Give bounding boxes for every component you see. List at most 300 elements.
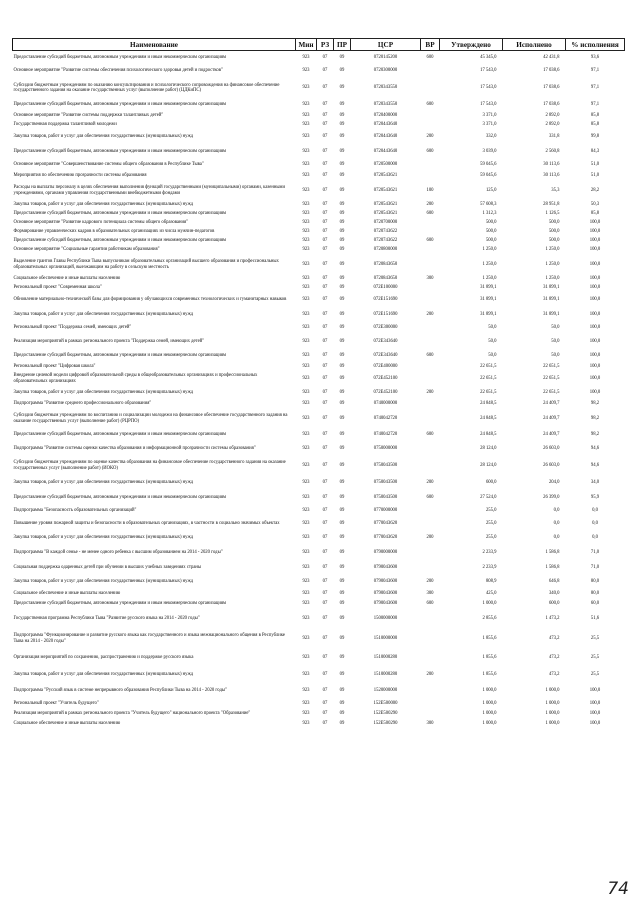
cell-percent: 94,6 <box>590 445 600 451</box>
cell-vr <box>421 255 440 275</box>
cell-executed: 473,2 <box>548 635 560 641</box>
cell-percent: 100,0 <box>589 720 601 726</box>
cell-executed: 24 409,7 <box>543 432 560 438</box>
cell-percent: 97,1 <box>590 68 600 74</box>
cell-vr: 600 <box>426 494 434 500</box>
table-row <box>13 246 625 255</box>
table-row <box>13 491 625 505</box>
cell-vr <box>421 650 440 667</box>
table-row <box>13 159 625 172</box>
cell-min: 923 <box>302 202 310 208</box>
cell-min: 923 <box>302 565 310 571</box>
cell-vr <box>421 159 440 172</box>
cell-pr: 09 <box>339 615 345 621</box>
cell-rz: 07 <box>322 173 328 179</box>
cell-csr: 0750000000 <box>373 445 398 451</box>
cell-vr <box>421 561 440 576</box>
cell-pr: 09 <box>339 375 345 381</box>
cell-approved: 59 045,6 <box>480 162 497 168</box>
cell-approved: 1 855,6 <box>482 672 497 678</box>
cell-csr: 0720543621 <box>373 202 398 208</box>
cell-name: Подпрограмма "В каждой семье - не менее одного ребенка с высшим образованием на 2014 - 2020 годы" <box>13 550 223 556</box>
cell-percent: 100,0 <box>589 311 601 317</box>
cell-csr: 0720300000 <box>373 68 398 74</box>
table-row <box>13 442 625 456</box>
cell-min: 923 <box>302 276 310 282</box>
cell-percent: 25,5 <box>590 672 600 678</box>
header-pr: ПР <box>334 39 351 51</box>
cell-pr: 09 <box>339 565 345 571</box>
cell-executed: 500,0 <box>548 238 560 244</box>
table-row <box>13 237 625 246</box>
cell-name: Региональный проект "Поддержка семей, имеющих детей" <box>13 325 132 331</box>
cell-percent: 85,8 <box>590 211 600 217</box>
cell-percent: 25,5 <box>590 635 600 641</box>
cell-approved: 1 000,0 <box>482 720 497 726</box>
table-row <box>13 51 625 65</box>
cell-rz: 07 <box>322 297 328 303</box>
cell-executed: 2 892,0 <box>545 122 560 128</box>
cell-percent: 100,0 <box>589 389 601 395</box>
cell-percent: 34,0 <box>590 480 600 486</box>
cell-min: 923 <box>302 338 310 344</box>
cell-rz: 07 <box>322 601 328 607</box>
cell-percent: 100,0 <box>589 700 601 706</box>
cell-approved: 59 045,6 <box>480 173 497 179</box>
cell-rz: 07 <box>322 338 328 344</box>
cell-executed: 500,0 <box>548 220 560 226</box>
budget-table-sheet <box>12 38 624 729</box>
table-row <box>13 284 625 293</box>
cell-percent: 100,0 <box>589 352 601 358</box>
table-row <box>13 172 625 181</box>
cell-csr: 0720443640 <box>373 122 398 128</box>
table-row <box>13 308 625 322</box>
cell-executed: 17 038,6 <box>543 68 560 74</box>
table-row <box>13 684 625 699</box>
cell-rz: 07 <box>322 55 328 61</box>
cell-pr: 09 <box>339 261 345 267</box>
cell-vr: 300 <box>426 720 434 726</box>
cell-rz: 07 <box>322 325 328 331</box>
cell-pr: 09 <box>339 389 345 395</box>
cell-name: Предоставление субсидий бюджетным, автономным учреждениям и иным некоммерческим организациям <box>13 352 226 358</box>
table-row <box>13 628 625 650</box>
table-row <box>13 228 625 237</box>
header-min: Мин <box>296 39 317 51</box>
cell-name: Повышение уровня пожарной защиты и безопасности в образовательных организациях, в частности в социально значимых объектах <box>13 521 280 527</box>
cell-min: 923 <box>302 655 310 661</box>
cell-percent: 98,2 <box>590 415 600 421</box>
cell-executed: 35,3 <box>551 187 560 193</box>
cell-pr: 09 <box>339 535 345 541</box>
cell-executed: 1 000,0 <box>545 710 560 716</box>
cell-rz: 07 <box>322 187 328 193</box>
cell-csr: 0740042720 <box>373 432 398 438</box>
cell-pr: 09 <box>339 700 345 706</box>
cell-approved: 24 848,5 <box>480 415 497 421</box>
table-row <box>13 255 625 275</box>
cell-percent: 28,2 <box>590 187 600 193</box>
cell-min: 923 <box>302 173 310 179</box>
cell-approved: 255,0 <box>485 508 497 514</box>
cell-min: 923 <box>302 601 310 607</box>
table-row <box>13 476 625 491</box>
cell-approved: 22 651,5 <box>480 389 497 395</box>
table-row <box>13 589 625 599</box>
cell-min: 923 <box>302 68 310 74</box>
cell-percent: 93,6 <box>590 55 600 61</box>
cell-rz: 07 <box>322 202 328 208</box>
cell-pr: 09 <box>339 480 345 486</box>
cell-rz: 07 <box>322 688 328 694</box>
cell-executed: 1 250,0 <box>545 261 560 267</box>
cell-csr: 0720743622 <box>373 238 398 244</box>
cell-pr: 09 <box>339 202 345 208</box>
cell-csr: 1510000280 <box>373 672 398 678</box>
cell-executed: 17 038,6 <box>543 85 560 91</box>
cell-percent: 100,0 <box>589 238 601 244</box>
table-row <box>13 145 625 159</box>
cell-vr: 600 <box>426 601 434 607</box>
cell-csr: 0750043500 <box>373 462 398 468</box>
cell-approved: 50,0 <box>488 325 497 331</box>
table-row <box>13 181 625 201</box>
table-row <box>13 349 625 363</box>
cell-executed: 500,0 <box>548 229 560 235</box>
table-row <box>13 372 625 386</box>
table-row <box>13 667 625 684</box>
cell-approved: 255,0 <box>485 535 497 541</box>
cell-approved: 600,0 <box>485 480 497 486</box>
cell-vr: 200 <box>426 389 434 395</box>
table-row <box>13 99 625 112</box>
cell-vr: 200 <box>426 311 434 317</box>
cell-rz: 07 <box>322 710 328 716</box>
page-number: 74 <box>607 879 629 899</box>
cell-vr <box>421 546 440 561</box>
cell-name: Закупка товаров, работ и услуг для обеспечения государственных (муниципальных) нужд <box>13 134 194 140</box>
cell-vr <box>421 409 440 429</box>
cell-vr <box>421 112 440 121</box>
cell-percent: 97,1 <box>590 102 600 108</box>
cell-min: 923 <box>302 122 310 128</box>
cell-executed: 50,0 <box>551 325 560 331</box>
table-row <box>13 699 625 709</box>
cell-name: Социальное обеспечение и иные выплаты населению <box>13 590 121 596</box>
cell-vr: 600 <box>426 211 434 217</box>
cell-approved: 500,0 <box>485 229 497 235</box>
table-row <box>13 112 625 121</box>
cell-executed: 340,0 <box>548 590 560 596</box>
table-row <box>13 78 625 99</box>
cell-rz: 07 <box>322 445 328 451</box>
table-row <box>13 576 625 589</box>
cell-approved: 332,0 <box>485 134 497 140</box>
cell-csr: 0720400000 <box>373 113 398 119</box>
cell-pr: 09 <box>339 238 345 244</box>
header-rz: РЗ <box>317 39 334 51</box>
cell-pr: 09 <box>339 415 345 421</box>
cell-csr: 0720145200 <box>373 55 398 61</box>
cell-percent: 0,0 <box>592 508 598 514</box>
cell-rz: 07 <box>322 432 328 438</box>
cell-executed: 22 651,5 <box>543 364 560 370</box>
cell-rz: 07 <box>322 521 328 527</box>
cell-csr: 0720700000 <box>373 220 398 226</box>
cell-approved: 57 608,3 <box>480 202 497 208</box>
table-row <box>13 719 625 729</box>
cell-vr <box>421 246 440 255</box>
cell-vr: 600 <box>426 238 434 244</box>
cell-rz: 07 <box>322 590 328 596</box>
cell-pr: 09 <box>339 672 345 678</box>
cell-approved: 500,0 <box>485 220 497 226</box>
cell-approved: 3 039,0 <box>482 148 497 154</box>
cell-vr: 300 <box>426 276 434 282</box>
cell-vr <box>421 78 440 99</box>
cell-rz: 07 <box>322 261 328 267</box>
cell-min: 923 <box>302 148 310 154</box>
cell-rz: 07 <box>322 122 328 128</box>
cell-percent: 0,0 <box>592 521 598 527</box>
cell-pr: 09 <box>339 102 345 108</box>
cell-pr: 09 <box>339 311 345 317</box>
table-row <box>13 275 625 284</box>
cell-csr: 0720543621 <box>373 173 398 179</box>
cell-percent: 0,0 <box>592 535 598 541</box>
cell-executed: 31 899,1 <box>543 311 560 317</box>
cell-rz: 07 <box>322 480 328 486</box>
cell-percent: 98,2 <box>590 401 600 407</box>
cell-csr: 0720743622 <box>373 229 398 235</box>
cell-executed: 22 651,5 <box>543 389 560 395</box>
cell-percent: 100,0 <box>589 710 601 716</box>
cell-pr: 09 <box>339 432 345 438</box>
cell-rz: 07 <box>322 311 328 317</box>
cell-executed: 1 000,0 <box>545 688 560 694</box>
cell-pr: 09 <box>339 710 345 716</box>
cell-executed: 24 409,7 <box>543 401 560 407</box>
cell-approved: 28 124,0 <box>480 462 497 468</box>
cell-pr: 09 <box>339 297 345 303</box>
cell-csr: 1510000280 <box>373 655 398 661</box>
cell-name: Предоставление субсидий бюджетным, автономным учреждениям и иным некоммерческим организациям <box>13 211 226 217</box>
cell-name: Подпрограмма "Русский язык в системе непрерывного образования Республики Тыва на 2014 - 2020 годы" <box>13 688 227 694</box>
cell-name: Основное мероприятие "Развитие системы обеспечения психологического здоровья детей и подростков" <box>13 68 223 74</box>
cell-rz: 07 <box>322 672 328 678</box>
cell-executed: 22 651,5 <box>543 375 560 381</box>
cell-pr: 09 <box>339 229 345 235</box>
cell-min: 923 <box>302 162 310 168</box>
cell-pr: 09 <box>339 148 345 154</box>
cell-approved: 808,9 <box>485 579 497 585</box>
cell-csr: 072Е343640 <box>373 352 398 358</box>
cell-approved: 31 899,1 <box>480 285 497 291</box>
cell-vr: 200 <box>426 134 434 140</box>
cell-vr <box>421 65 440 78</box>
cell-rz: 07 <box>322 635 328 641</box>
cell-approved: 3 371,0 <box>482 113 497 119</box>
cell-vr <box>421 228 440 237</box>
table-row <box>13 456 625 476</box>
cell-rz: 07 <box>322 148 328 154</box>
cell-rz: 07 <box>322 102 328 108</box>
cell-executed: 30 113,6 <box>543 162 560 168</box>
cell-percent: 85,8 <box>590 113 600 119</box>
cell-name: Мероприятия по обеспечению прозрачности системы образования <box>13 173 147 179</box>
cell-csr: 152Е500290 <box>373 720 398 726</box>
cell-csr: 0720343550 <box>373 85 398 91</box>
cell-vr: 100 <box>426 187 434 193</box>
cell-percent: 51,6 <box>590 615 600 621</box>
cell-name: Подпрограмма "Развитие среднего профессионального образования" <box>13 401 152 407</box>
cell-pr: 09 <box>339 550 345 556</box>
cell-csr: 0740042720 <box>373 415 398 421</box>
cell-rz: 07 <box>322 579 328 585</box>
cell-min: 923 <box>302 325 310 331</box>
cell-rz: 07 <box>322 220 328 226</box>
table-row <box>13 400 625 409</box>
cell-rz: 07 <box>322 550 328 556</box>
cell-name: Предоставление субсидий бюджетным, автономным учреждениям и иным некоммерческим организациям <box>13 102 226 108</box>
cell-vr <box>421 699 440 709</box>
cell-approved: 500,0 <box>485 238 497 244</box>
cell-approved: 125,0 <box>485 187 497 193</box>
cell-executed: 1 000,0 <box>545 720 560 726</box>
cell-executed: 50,0 <box>551 352 560 358</box>
cell-rz: 07 <box>322 700 328 706</box>
cell-min: 923 <box>302 635 310 641</box>
cell-pr: 09 <box>339 601 345 607</box>
cell-csr: 072Е452100 <box>373 375 398 381</box>
cell-executed: 0,0 <box>553 521 560 527</box>
cell-percent: 100,0 <box>589 688 601 694</box>
cell-name: Предоставление субсидий бюджетным, автономным учреждениям и иным некоммерческим организациям <box>13 601 226 607</box>
cell-min: 923 <box>302 297 310 303</box>
cell-approved: 2 233,9 <box>482 565 497 571</box>
cell-approved: 1 000,0 <box>482 700 497 706</box>
cell-csr: 072Е151690 <box>373 311 398 317</box>
cell-approved: 17 543,0 <box>480 102 497 108</box>
cell-name: Основное мероприятие "Развитие системы поддержки талантливых детей" <box>13 113 164 119</box>
cell-vr: 200 <box>426 535 434 541</box>
cell-vr: 600 <box>426 55 434 61</box>
cell-csr: 0790043600 <box>373 579 398 585</box>
cell-name: Расходы на выплаты персоналу в целях обеспечения выполнения функций государственными (муниципальными) органами, казенными учреждениями, органами управления государственными внебюджетными фондами <box>13 185 285 196</box>
cell-pr: 09 <box>339 364 345 370</box>
cell-name: Региональный проект "Учитель будущего" <box>13 700 99 706</box>
table-row <box>13 599 625 610</box>
cell-csr: 072Е300000 <box>373 325 398 331</box>
cell-approved: 17 543,0 <box>480 68 497 74</box>
cell-executed: 1 126,5 <box>545 211 560 217</box>
cell-vr <box>421 172 440 181</box>
cell-percent: 100,0 <box>589 325 601 331</box>
header-approved: Утверждено <box>440 39 503 51</box>
cell-pr: 09 <box>339 85 345 91</box>
cell-min: 923 <box>302 134 310 140</box>
cell-name: Организация мероприятий по сохранению, распространению и поддержке русского языка <box>13 655 194 661</box>
cell-csr: 152Е500000 <box>373 700 398 706</box>
cell-rz: 07 <box>322 615 328 621</box>
cell-name: Региональный проект "Современная школа" <box>13 285 102 291</box>
cell-approved: 2 233,9 <box>482 550 497 556</box>
cell-executed: 42 431,8 <box>543 55 560 61</box>
table-row <box>13 322 625 335</box>
cell-approved: 1 250,0 <box>482 261 497 267</box>
cell-csr: 0770043620 <box>373 535 398 541</box>
cell-min: 923 <box>302 688 310 694</box>
cell-min: 923 <box>302 494 310 500</box>
cell-name: Закупка товаров, работ и услуг для обеспечения государственных (муниципальных) нужд <box>13 480 194 486</box>
cell-approved: 1 000,0 <box>482 601 497 607</box>
cell-vr: 600 <box>426 352 434 358</box>
table-row <box>13 210 625 219</box>
cell-min: 923 <box>302 615 310 621</box>
cell-vr <box>421 363 440 372</box>
cell-vr: 200 <box>426 202 434 208</box>
cell-percent: 85,8 <box>590 122 600 128</box>
cell-csr: 1510000000 <box>373 635 398 641</box>
cell-vr: 200 <box>426 480 434 486</box>
cell-executed: 1 473,2 <box>545 615 560 621</box>
cell-percent: 100,0 <box>589 247 601 253</box>
cell-rz: 07 <box>322 535 328 541</box>
cell-vr <box>421 322 440 335</box>
cell-csr: 0790043600 <box>373 590 398 596</box>
cell-name: Закупка товаров, работ и услуг для обеспечения государственных (муниципальных) нужд <box>13 202 194 208</box>
cell-pr: 09 <box>339 352 345 358</box>
cell-executed: 2 560,8 <box>545 148 560 154</box>
cell-name: Государственная поддержка талантливой молодежи <box>13 122 117 128</box>
cell-name: Реализация мероприятий в рамках регионального проекта "Поддержка семей, имеющих детей" <box>13 338 205 344</box>
cell-min: 923 <box>302 311 310 317</box>
cell-name: Предоставление субсидий бюджетным, автономным учреждениям и иным некоммерческим организациям <box>13 148 226 154</box>
cell-approved: 425,0 <box>485 590 497 596</box>
cell-percent: 100,0 <box>589 338 601 344</box>
header-percent: % исполнения <box>566 39 625 51</box>
table-row <box>13 293 625 308</box>
cell-min: 923 <box>302 462 310 468</box>
cell-pr: 09 <box>339 688 345 694</box>
cell-name: Предоставление субсидий бюджетным, автономным учреждениям и иным некоммерческим организациям <box>13 238 226 244</box>
cell-min: 923 <box>302 508 310 514</box>
table-row <box>13 531 625 546</box>
table-header-row <box>13 39 625 51</box>
cell-rz: 07 <box>322 375 328 381</box>
cell-min: 923 <box>302 672 310 678</box>
cell-pr: 09 <box>339 113 345 119</box>
cell-min: 923 <box>302 85 310 91</box>
cell-executed: 2 892,0 <box>545 113 560 119</box>
cell-approved: 1 855,6 <box>482 635 497 641</box>
cell-executed: 50,0 <box>551 338 560 344</box>
cell-executed: 473,2 <box>548 655 560 661</box>
cell-vr <box>421 628 440 650</box>
cell-name: Субсидии бюджетным учреждениям по оказанию консультирования и психологического сопровождения на финансовое обеспечение государственного задания на оказание государственных услуг (выполнение работ) (ЦДКиПС) <box>13 82 280 93</box>
cell-vr <box>421 335 440 349</box>
cell-executed: 26 603,0 <box>543 445 560 451</box>
cell-vr <box>421 400 440 409</box>
cell-name: Основное мероприятие "Социальные гарантии работникам образования" <box>13 247 160 253</box>
cell-rz: 07 <box>322 494 328 500</box>
cell-percent: 71,0 <box>590 550 600 556</box>
table-row <box>13 650 625 667</box>
cell-approved: 1 250,0 <box>482 276 497 282</box>
header-executed: Исполнено <box>503 39 566 51</box>
header-csr: ЦСР <box>351 39 421 51</box>
